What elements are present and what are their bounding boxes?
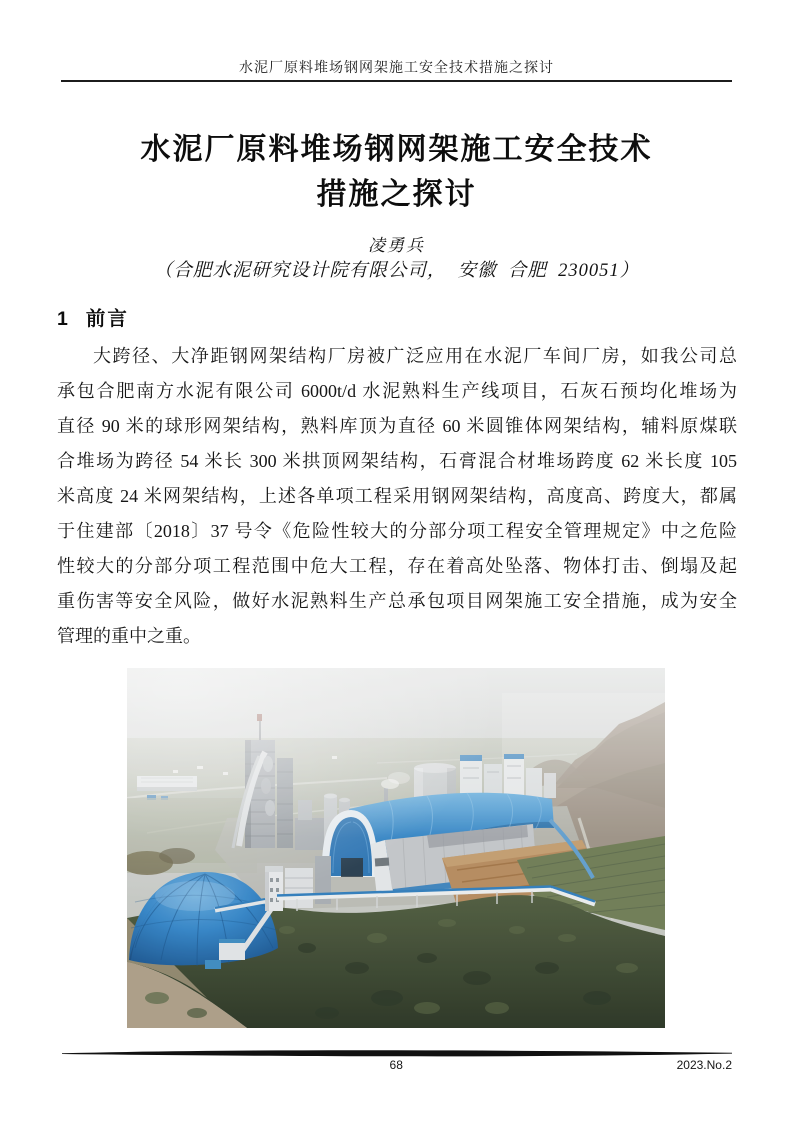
header-rule xyxy=(61,80,732,82)
paragraph-line: 于住建部〔2018〕37 号令《危险性较大的分部分项工程安全管理规定》中之危险 xyxy=(57,521,737,541)
issue-label: 2023.No.2 xyxy=(676,1058,732,1072)
paragraph-line: 重伤害等安全风险，做好水泥熟料生产总承包项目网架施工安全措施，成为安全 xyxy=(57,591,737,611)
article-title-line-1: 水泥厂原料堆场钢网架施工安全技术 xyxy=(140,133,653,166)
paragraph-line: 管理的重中之重。 xyxy=(57,626,201,646)
author-name: 凌勇兵 xyxy=(368,236,425,255)
section-number: 1 xyxy=(57,308,68,330)
section-title: 前言 xyxy=(85,308,129,330)
author-affiliation: （合肥水泥研究设计院有限公司， 安徽 合肥 230051） xyxy=(153,261,640,281)
paragraph-line: 米高度 24 米网架结构，上述各单项工程采用钢网架结构，高度高、跨度大，都属 xyxy=(57,486,737,506)
footer xyxy=(62,1058,732,1074)
article-title xyxy=(0,127,793,217)
paragraph-line: 承包合肥南方水泥有限公司 6000t/d 水泥熟料生产线项目，石灰石预均化堆场为 xyxy=(57,381,737,401)
running-header: 水泥厂原料堆场钢网架施工安全技术措施之探讨 xyxy=(239,61,554,76)
page-number: 68 xyxy=(389,1058,403,1072)
paragraph-line: 直径 90 米的球形网架结构，熟料库顶为直径 60 米圆锥体网架结构，辅料原煤联 xyxy=(57,416,737,436)
footer-rule xyxy=(62,1049,732,1057)
cement-plant-photo xyxy=(127,668,665,1028)
article-title-line-2: 措施之探讨 xyxy=(316,178,477,211)
paragraph-line: 大跨径、大净距钢网架结构厂房被广泛应用在水泥厂车间厂房，如我公司总 xyxy=(93,346,737,366)
paragraph-line: 性较大的分部分项工程范围中危大工程，存在着高处坠落、物体打击、倒塌及起 xyxy=(57,556,737,576)
intro-paragraph xyxy=(57,339,737,654)
paragraph-line: 合堆场为跨径 54 米长 300 米拱顶网架结构，石膏混合材堆场跨度 62 米长度 105 xyxy=(57,451,737,471)
cement-plant-photo-illustration xyxy=(127,668,665,1028)
section-heading xyxy=(57,303,129,331)
